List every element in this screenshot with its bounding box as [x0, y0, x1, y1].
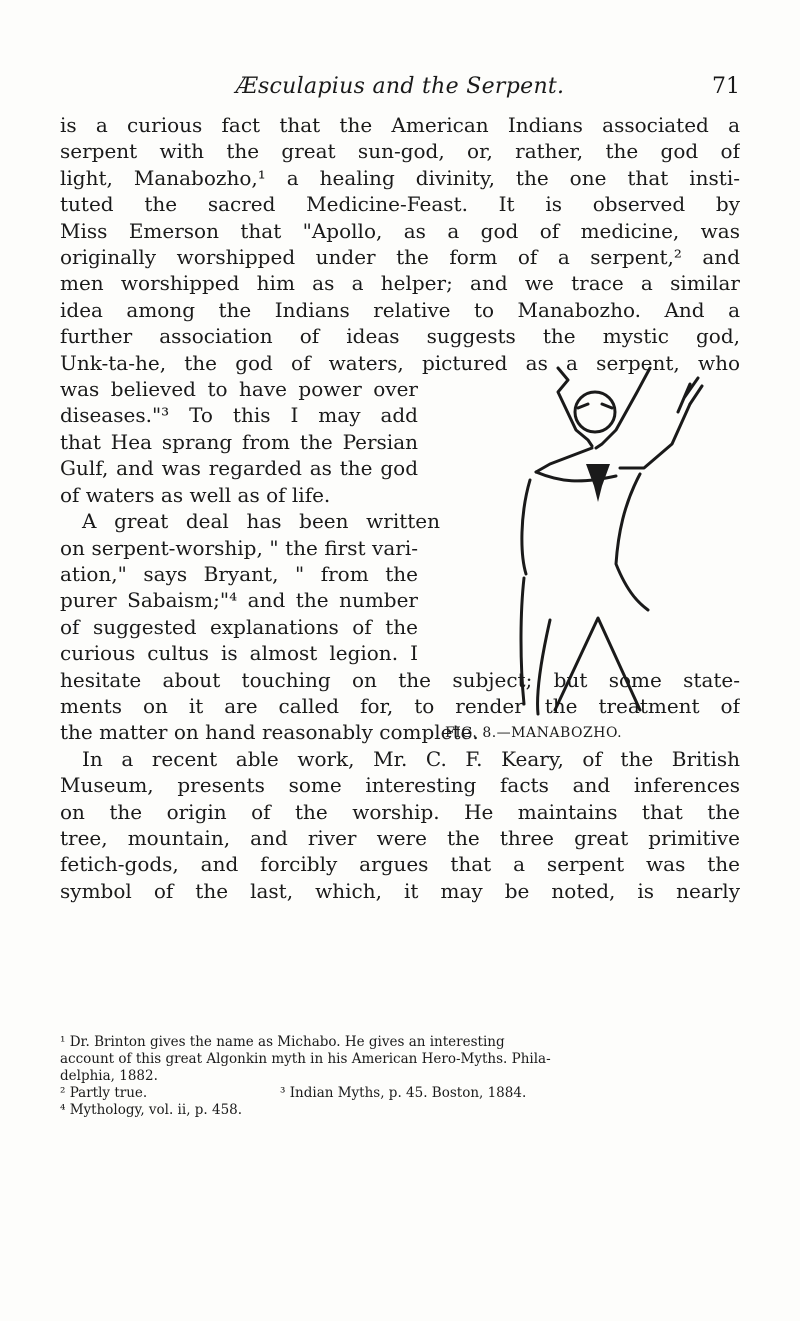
figure-head	[575, 392, 615, 432]
text-line: ments on it are called for, to render the treatment of	[60, 693, 740, 718]
text-line: ation," says Bryant, " from the	[60, 561, 418, 586]
footnote-row	[60, 1085, 740, 1102]
figure-eyes	[578, 404, 612, 408]
text-line: originally worshipped under the form of a serpent,² and	[60, 245, 740, 270]
footnote-2: ² Partly true.	[60, 1085, 148, 1101]
text-line: men worshipped him as a helper; and we trace a similar	[60, 271, 740, 296]
text-line: diseases."³ To this I may add	[60, 403, 418, 428]
text-line: curious cultus is almost legion. I	[60, 641, 418, 666]
figure-legs	[555, 618, 640, 710]
text-line: Unk-ta-he, the god of waters, pictured as a serpent, who	[60, 350, 740, 375]
text-line: Museum, presents some interesting facts and inferences	[60, 773, 740, 798]
text-line: idea among the Indians relative to Manabozho. And a	[60, 297, 740, 322]
footnotes	[60, 1034, 740, 1119]
text-line: hesitate about touching on the subject; but some state-	[60, 667, 740, 692]
text-line: serpent with the great sun-god, or, rather, the god of	[60, 139, 740, 164]
text-line: A great deal has been written	[82, 509, 440, 534]
text-line: of waters as well as of life.	[60, 482, 331, 507]
text-line: is a curious fact that the American Indians associated a	[60, 113, 740, 137]
page-header	[60, 74, 740, 114]
footnote-4: ⁴ Mythology, vol. ii, p. 458.	[60, 1102, 243, 1118]
text-line: Miss Emerson that "Apollo, as a god of medicine, was	[60, 218, 740, 243]
text-line: tuted the sacred Medicine-Feast. It is observed by	[60, 192, 740, 217]
footnote-1-cont: delphia, 1882.	[60, 1068, 158, 1084]
figure-right-arm	[596, 368, 650, 448]
text-line: fetich-gods, and forcibly argues that a serpent was the	[60, 852, 740, 877]
figure-heart-mark	[586, 464, 610, 502]
manabozho-figure	[440, 364, 740, 744]
figure-left-body-line	[521, 578, 524, 704]
manabozho-pictograph	[440, 364, 740, 744]
footnote-1: ¹ Dr. Brinton gives the name as Michabo. He gives an interesting	[60, 1034, 505, 1050]
page-number: 71	[712, 74, 740, 99]
text-line: of suggested explanations of the	[60, 614, 418, 639]
footnote-3: ³ Indian Myths, p. 45. Boston, 1884.	[280, 1085, 527, 1101]
figure-left-arm-lower	[536, 448, 592, 472]
text-line: the matter on hand reasonably complete.	[60, 720, 479, 745]
text-line: that Hea sprang from the Persian	[60, 429, 418, 454]
figure-caption: FIG. 8.—MANABOZHO.	[445, 725, 623, 741]
figure-right-arm-lower	[620, 404, 690, 468]
text-line: symbol of the last, which, it may be noted, is nearly	[60, 878, 740, 903]
text-line: further association of ideas suggests the mystic god,	[60, 324, 740, 349]
figure-body-right	[616, 474, 648, 610]
text-line: light, Manabozho,¹ a healing divinity, the one that insti-	[60, 165, 740, 190]
text-line: In a recent able work, Mr. C. F. Keary, of the British	[82, 746, 740, 771]
running-title: Æsculapius and the Serpent.	[235, 74, 565, 99]
figure-body-left	[522, 480, 530, 574]
text-line: was believed to have power over	[60, 377, 418, 402]
text-line: tree, mountain, and river were the three great primitive	[60, 825, 740, 850]
text-line: on serpent-worship, " the first vari-	[60, 535, 418, 560]
text-line: on the origin of the worship. He maintains that the	[60, 799, 740, 824]
text-line: Gulf, and was regarded as the god	[60, 456, 418, 481]
text-line: purer Sabaism;"⁴ and the number	[60, 588, 418, 613]
figure-left-leg-outer	[538, 620, 551, 714]
footnote-1-cont: account of this great Algonkin myth in his American Hero-Myths. Phila-	[60, 1051, 551, 1067]
